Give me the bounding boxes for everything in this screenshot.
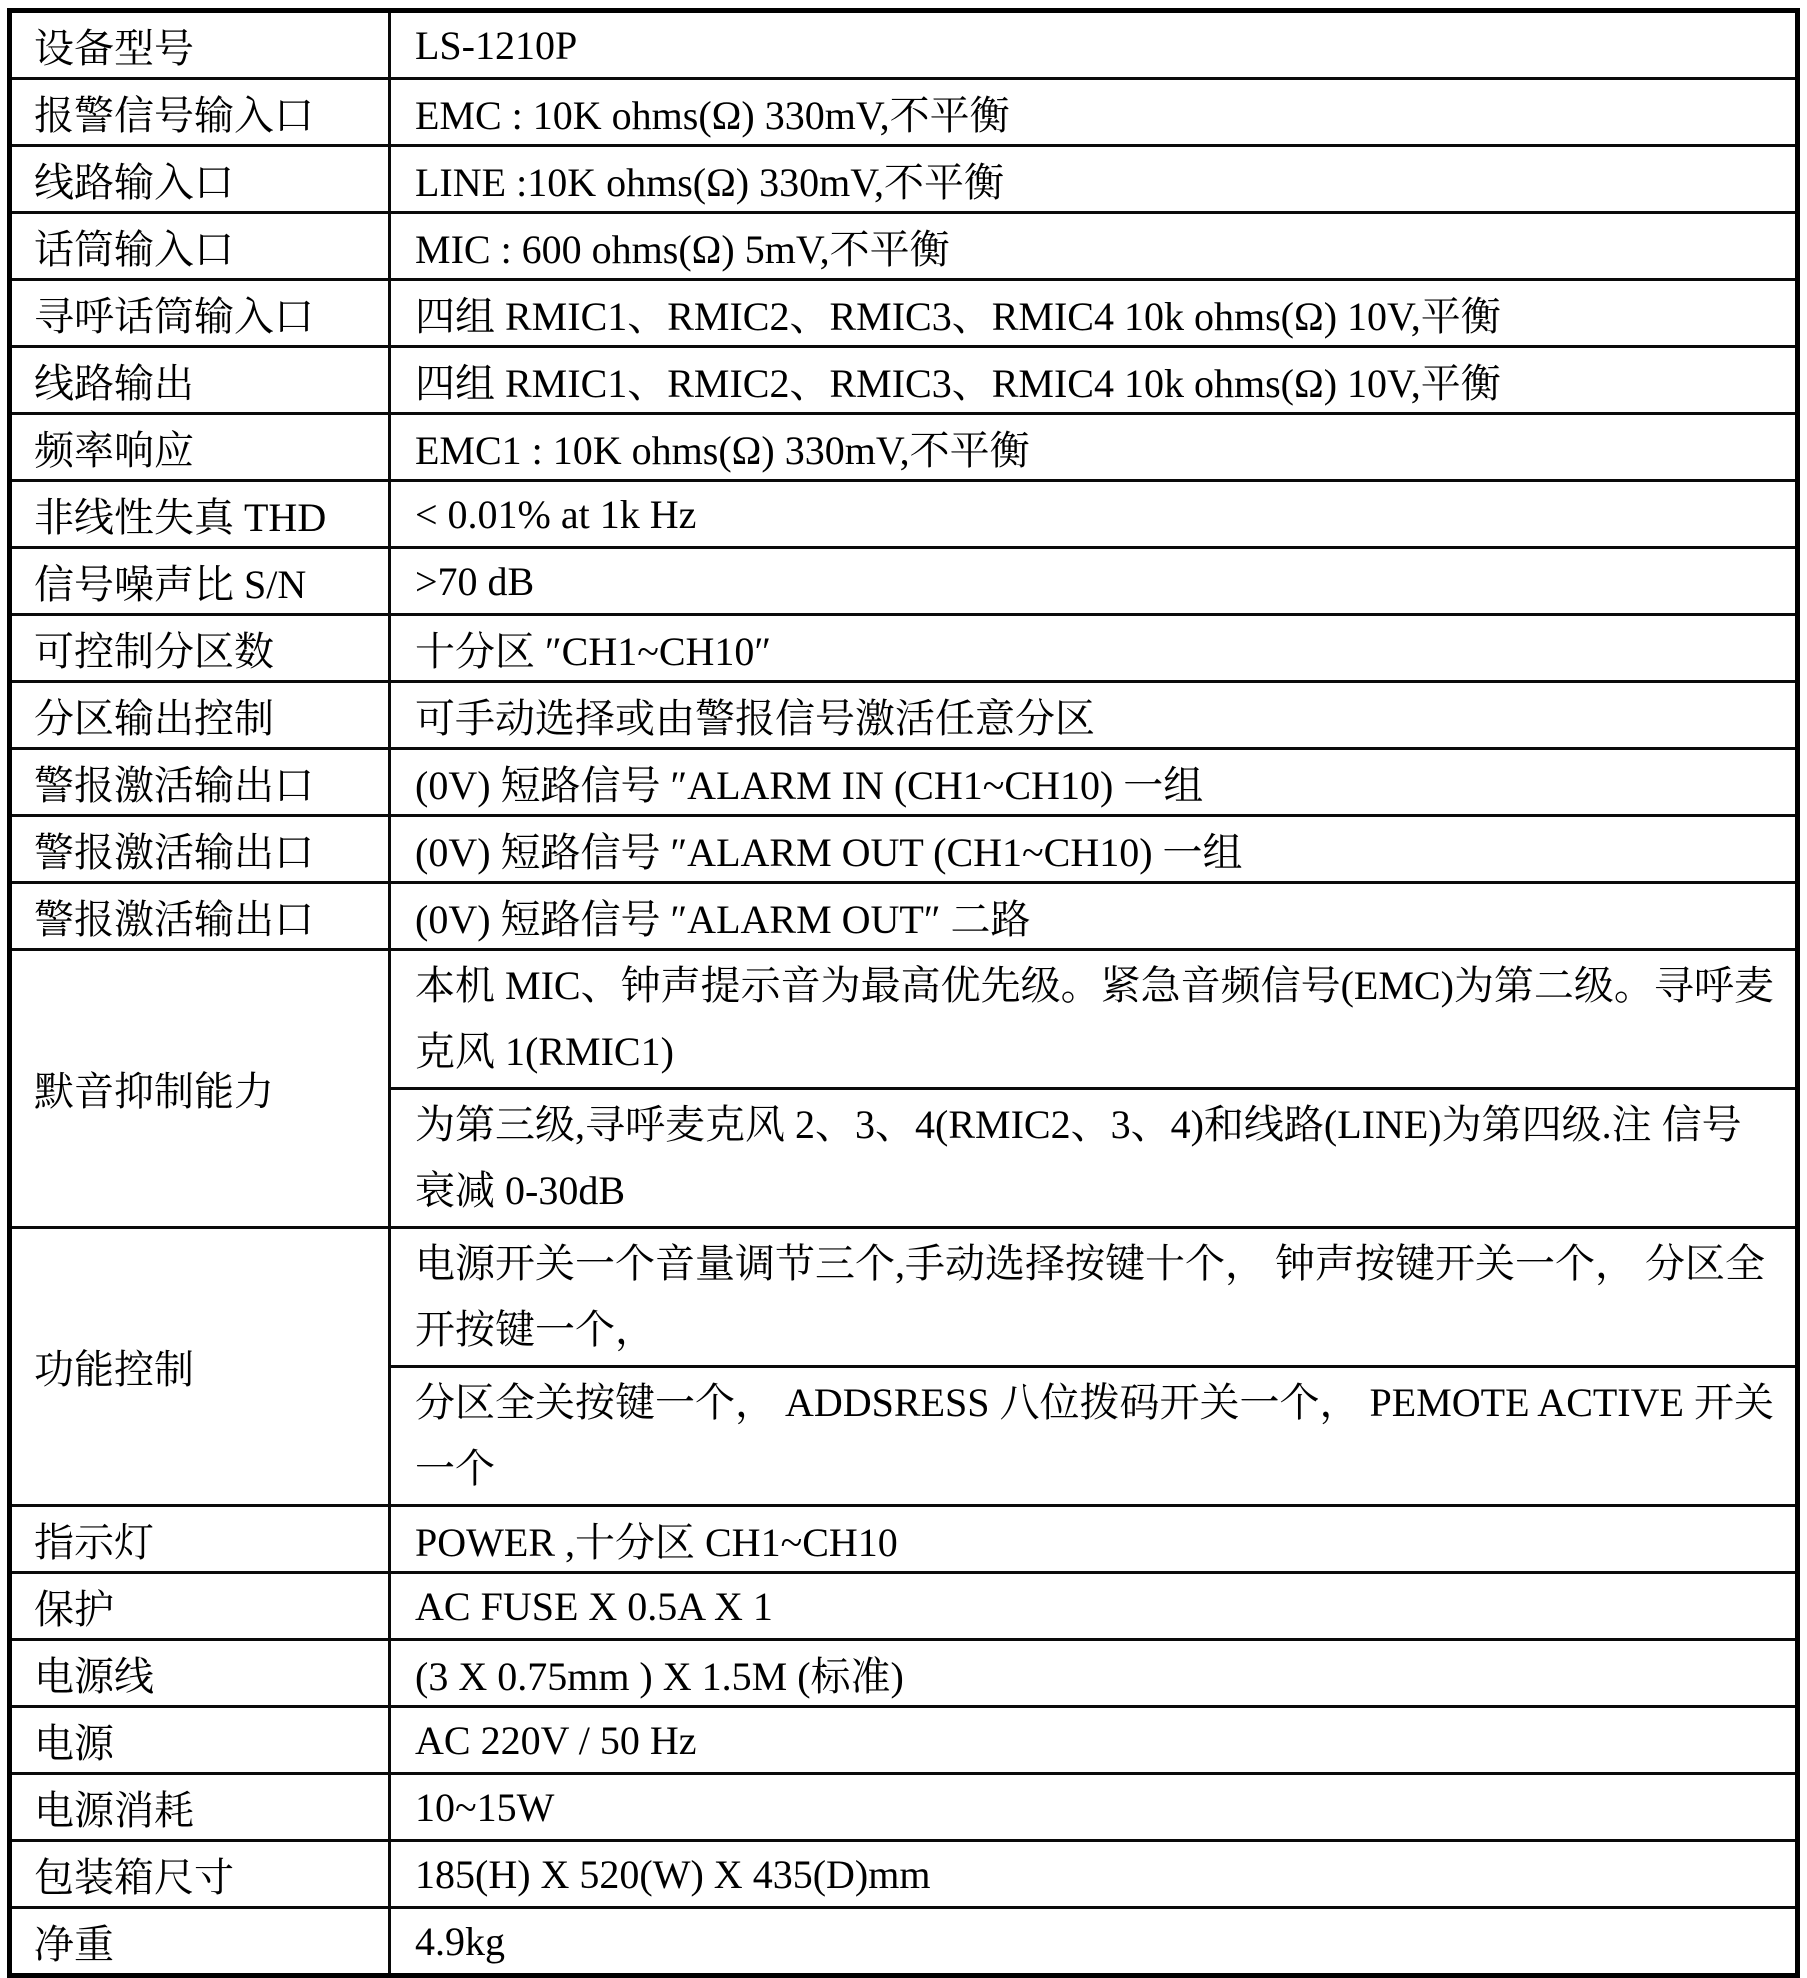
spec-value: POWER ,十分区 CH1~CH10	[390, 1506, 1798, 1573]
spec-label: 默音抑制能力	[10, 950, 390, 1228]
spec-row-alarm-activation-output-2	[10, 816, 1798, 883]
spec-label: 警报激活输出口	[10, 749, 390, 816]
spec-row-zone-output-control	[10, 682, 1798, 749]
spec-label: 非线性失真 THD	[10, 481, 390, 548]
spec-row-alarm-signal-input	[10, 79, 1798, 146]
spec-row-package-size	[10, 1841, 1798, 1908]
spec-label: 报警信号输入口	[10, 79, 390, 146]
spec-value: (3 X 0.75mm ) X 1.5M (标准)	[390, 1640, 1798, 1707]
spec-label: 保护	[10, 1573, 390, 1640]
spec-label: 分区输出控制	[10, 682, 390, 749]
spec-label: 电源线	[10, 1640, 390, 1707]
spec-row-power-consumption	[10, 1774, 1798, 1841]
spec-row-protection	[10, 1573, 1798, 1640]
spec-row-snr	[10, 548, 1798, 615]
spec-value: MIC : 600 ohms(Ω) 5mV,不平衡	[390, 213, 1798, 280]
spec-label: 话筒输入口	[10, 213, 390, 280]
spec-label: 设备型号	[10, 11, 390, 79]
spec-label: 警报激活输出口	[10, 816, 390, 883]
spec-row-indicators	[10, 1506, 1798, 1573]
spec-label: 功能控制	[10, 1228, 390, 1506]
spec-row-thd	[10, 481, 1798, 548]
spec-row-power-supply	[10, 1707, 1798, 1774]
spec-value: (0V) 短路信号 ″ALARM OUT (CH1~CH10) 一组	[390, 816, 1798, 883]
spec-value: 185(H) X 520(W) X 435(D)mm	[390, 1841, 1798, 1908]
spec-label: 电源	[10, 1707, 390, 1774]
spec-label: 可控制分区数	[10, 615, 390, 682]
spec-row-mute-priority-1	[10, 950, 1798, 1089]
spec-table	[7, 8, 1800, 1978]
spec-row-zone-count	[10, 615, 1798, 682]
spec-value: 电源开关一个音量调节三个,手动选择按键十个， 钟声按键开关一个， 分区全开按键一个，	[390, 1228, 1798, 1367]
spec-value: AC 220V / 50 Hz	[390, 1707, 1798, 1774]
spec-row-frequency-response	[10, 414, 1798, 481]
spec-row-alarm-activation-output-1	[10, 749, 1798, 816]
spec-value: 分区全关按键一个， ADDSRESS 八位拨码开关一个， PEMOTE ACTIVE 开关一个	[390, 1367, 1798, 1506]
spec-value: LS-1210P	[390, 11, 1798, 79]
spec-label: 警报激活输出口	[10, 883, 390, 950]
spec-row-function-control-1	[10, 1228, 1798, 1367]
spec-value: AC FUSE X 0.5A X 1	[390, 1573, 1798, 1640]
spec-row-line-output	[10, 347, 1798, 414]
spec-row-power-cord	[10, 1640, 1798, 1707]
spec-label: 电源消耗	[10, 1774, 390, 1841]
spec-value: 可手动选择或由警报信号激活任意分区	[390, 682, 1798, 749]
spec-row-paging-mic-input	[10, 280, 1798, 347]
spec-value: 4.9kg	[390, 1908, 1798, 1976]
spec-value: 四组 RMIC1、RMIC2、RMIC3、RMIC4 10k ohms(Ω) 10V,平衡	[390, 347, 1798, 414]
spec-value: (0V) 短路信号 ″ALARM OUT″ 二路	[390, 883, 1798, 950]
spec-value: 本机 MIC、钟声提示音为最高优先级。紧急音频信号(EMC)为第二级。寻呼麦克风 1(RMIC1)	[390, 950, 1798, 1089]
spec-label: 包装箱尺寸	[10, 1841, 390, 1908]
spec-row-mic-input	[10, 213, 1798, 280]
spec-value: 十分区 ″CH1~CH10″	[390, 615, 1798, 682]
spec-value: < 0.01% at 1k Hz	[390, 481, 1798, 548]
spec-label: 信号噪声比 S/N	[10, 548, 390, 615]
spec-label: 指示灯	[10, 1506, 390, 1573]
spec-value: EMC : 10K ohms(Ω) 330mV,不平衡	[390, 79, 1798, 146]
spec-label: 频率响应	[10, 414, 390, 481]
spec-value: (0V) 短路信号 ″ALARM IN (CH1~CH10) 一组	[390, 749, 1798, 816]
spec-label: 线路输入口	[10, 146, 390, 213]
spec-row-device-model	[10, 11, 1798, 79]
spec-row-net-weight	[10, 1908, 1798, 1976]
spec-value: 为第三级,寻呼麦克风 2、3、4(RMIC2、3、4)和线路(LINE)为第四级.注 信号衰减 0-30dB	[390, 1089, 1798, 1228]
spec-row-line-input	[10, 146, 1798, 213]
spec-label: 净重	[10, 1908, 390, 1976]
spec-row-alarm-activation-output-3	[10, 883, 1798, 950]
spec-value: 10~15W	[390, 1774, 1798, 1841]
spec-value: 四组 RMIC1、RMIC2、RMIC3、RMIC4 10k ohms(Ω) 10V,平衡	[390, 280, 1798, 347]
spec-value: LINE :10K ohms(Ω) 330mV,不平衡	[390, 146, 1798, 213]
spec-label: 线路输出	[10, 347, 390, 414]
spec-label: 寻呼话筒输入口	[10, 280, 390, 347]
spec-value: >70 dB	[390, 548, 1798, 615]
spec-value: EMC1 : 10K ohms(Ω) 330mV,不平衡	[390, 414, 1798, 481]
